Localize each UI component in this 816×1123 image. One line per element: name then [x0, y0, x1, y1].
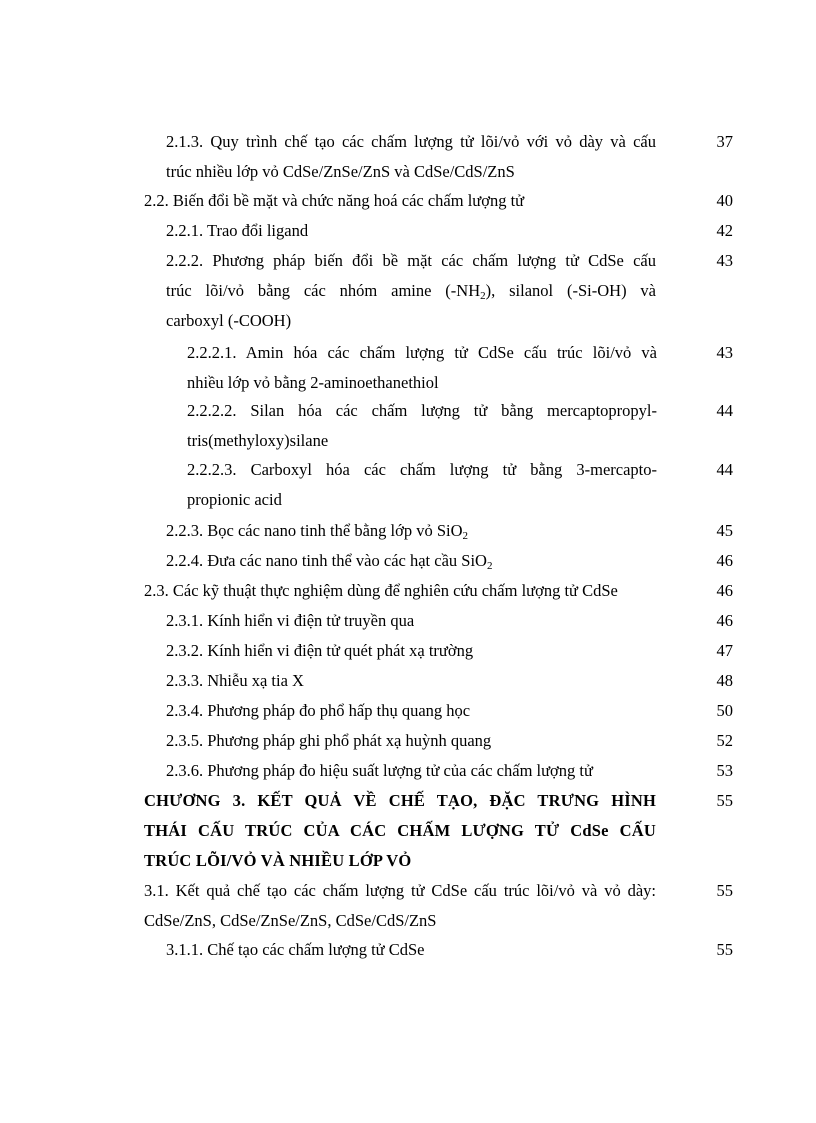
toc-entry-title: [166, 636, 656, 666]
toc-entry-title: [166, 516, 656, 546]
toc-page-number: 44: [716, 460, 733, 479]
toc-entry-title: [187, 338, 657, 398]
toc-entry-line: 2.1.3. Quy trình chế tạo các chấm lượng tử lõi/vỏ với vỏ dày và cấu: [166, 132, 656, 151]
toc-page-number: 55: [716, 791, 733, 810]
toc-entry-line: carboxyl (-COOH): [166, 310, 292, 330]
toc-page-number: 46: [716, 581, 733, 600]
toc-entry-line: 2.2.2.3. Carboxyl hóa các chấm lượng tử bằng 3-mercapto-: [187, 460, 657, 479]
toc-entry-line: tris(methyloxy)silane: [187, 430, 329, 450]
toc-entry-line: CdSe/ZnS, CdSe/ZnSe/ZnS, CdSe/CdS/ZnS: [144, 910, 437, 930]
toc-entry-line: THÁI CẤU TRÚC CỦA CÁC CHẤM LƯỢNG TỬ CdSe CẤU: [144, 820, 656, 840]
toc-entry-title: [166, 935, 656, 965]
toc-entry-title: [166, 127, 656, 187]
toc-entry-line: [166, 516, 656, 546]
toc-entry-line: nhiều lớp vỏ bằng 2-aminoethanethiol: [187, 372, 439, 392]
toc-entry-line: 3.1. Kết quả chế tạo các chấm lượng tử CdSe cấu trúc lõi/vỏ và vỏ dày:: [144, 881, 656, 900]
toc-entry-title: [144, 876, 656, 936]
toc-entry-text: 2.2.4. Đưa các nano tinh thể vào các hạt cầu SiO: [166, 551, 487, 570]
toc-page-number: 50: [716, 701, 733, 720]
toc-entry-line: 2.2.2.2. Silan hóa các chấm lượng tử bằng mercaptopropyl-: [187, 401, 657, 420]
toc-page-number: 43: [716, 343, 733, 362]
toc-entry-line: 3.1.1. Chế tạo các chấm lượng tử CdSe: [166, 940, 425, 959]
toc-page-number: 40: [716, 191, 733, 210]
toc-entry-line: 2.3.6. Phương pháp đo hiệu suất lượng tử của các chấm lượng tử: [166, 761, 593, 780]
toc-entry-line: 2.3.1. Kính hiển vi điện tử truyền qua: [166, 611, 415, 630]
toc-entry-line: propionic acid: [187, 489, 282, 509]
toc-page-number: 43: [716, 251, 733, 270]
toc-entry-title: [166, 216, 656, 246]
subscript: 2: [480, 289, 486, 302]
toc-page-number: 47: [716, 641, 733, 660]
toc-entry-title: [144, 576, 656, 606]
toc-entry-title: [187, 396, 657, 456]
toc-page-number: 48: [716, 671, 733, 690]
toc-page-number: 42: [716, 221, 733, 240]
toc-entry-title: [166, 246, 656, 335]
subscript: 2: [462, 530, 469, 542]
toc-entry-line: 2.2.1. Trao đổi ligand: [166, 221, 309, 240]
toc-entry-title: [166, 606, 656, 636]
toc-entry-line: [166, 276, 656, 306]
toc-page-number: 55: [716, 881, 733, 900]
toc-entry-line: trúc nhiều lớp vỏ CdSe/ZnSe/ZnS và CdSe/CdS/ZnS: [166, 161, 515, 181]
toc-page-number: 45: [716, 521, 733, 540]
toc-entry-line: TRÚC LÕI/VỎ VÀ NHIỀU LỚP VỎ: [144, 850, 412, 870]
toc-entry-line: 2.3. Các kỹ thuật thực nghiệm dùng để nghiên cứu chấm lượng tử CdSe: [144, 581, 618, 600]
toc-entry-text: ), silanol (-Si-OH) và: [485, 280, 657, 300]
toc-page-number: 46: [716, 611, 733, 630]
toc-page-number: 52: [716, 731, 733, 750]
toc-entry-title: [166, 696, 656, 726]
toc-entry-line: CHƯƠNG 3. KẾT QUẢ VỀ CHẾ TẠO, ĐẶC TRƯNG HÌNH: [144, 791, 656, 810]
toc-entry-line: 2.2. Biến đổi bề mặt và chức năng hoá các chấm lượng tử: [144, 191, 525, 210]
toc-entry-title: [166, 666, 656, 696]
toc-entry-title: [144, 186, 656, 216]
toc-entry-line: 2.3.3. Nhiễu xạ tia X: [166, 671, 304, 690]
toc-entry-line: 2.2.2. Phương pháp biến đổi bề mặt các chấm lượng tử CdSe cấu: [166, 251, 656, 270]
toc-entry-title: [166, 756, 656, 786]
toc-entry-text: 2.2.3. Bọc các nano tinh thể bằng lớp vỏ SiO: [166, 521, 463, 540]
toc-entry-text: trúc lõi/vỏ bằng các nhóm amine (-NH: [166, 280, 481, 300]
toc-entry-line: 2.3.4. Phương pháp đo phổ hấp thụ quang học: [166, 701, 471, 720]
toc-page-number: 44: [716, 401, 733, 420]
toc-entry-line: 2.3.2. Kính hiển vi điện tử quét phát xạ trường: [166, 641, 474, 660]
toc-entry-title: [144, 786, 656, 875]
toc-entry-title: [166, 726, 656, 756]
toc-page-number: 53: [716, 761, 733, 780]
toc-entry-title: [187, 455, 657, 515]
toc-page-number: 55: [716, 940, 733, 959]
toc-entry-line: [166, 546, 656, 576]
toc-entry-line: 2.3.5. Phương pháp ghi phổ phát xạ huỳnh quang: [166, 731, 492, 750]
toc-entry-title: [166, 546, 656, 576]
subscript: 2: [486, 560, 493, 572]
toc-page-number: 37: [716, 132, 733, 151]
toc-page-number: 46: [716, 551, 733, 570]
toc-entry-line: 2.2.2.1. Amin hóa các chấm lượng tử CdSe cấu trúc lõi/vỏ và: [187, 343, 657, 362]
